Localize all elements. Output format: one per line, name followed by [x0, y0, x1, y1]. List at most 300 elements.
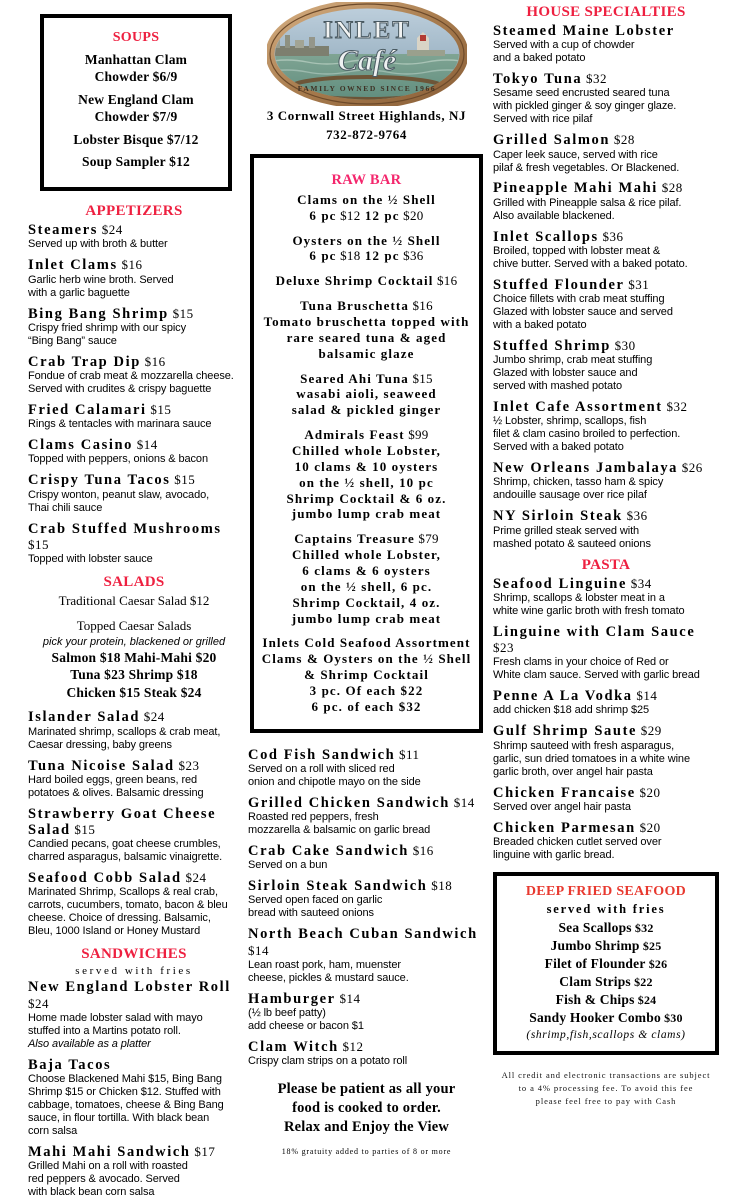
menu-item-description: Caesar dressing, baby greens: [28, 738, 172, 751]
menu-item-name: [493, 229, 719, 245]
menu-item-description: Glazed with lobster sauce and served: [493, 306, 673, 319]
raw-bar-spacer: [260, 362, 473, 371]
menu-item-title: New Orleans Jambalaya: [493, 460, 679, 477]
menu-item-description: andouille sausage over rice pilaf: [493, 489, 647, 502]
menu-item: [248, 747, 485, 789]
soups-box: [40, 14, 232, 191]
menu-item-price: $16: [117, 257, 143, 273]
raw-bar-line-text: 12 pc: [360, 207, 400, 223]
menu-item-title: Pineapple Mahi Mahi: [493, 180, 658, 197]
deep-fried-item-name: Fish & Chips: [555, 992, 635, 1008]
menu-item-description: with a baked potato: [493, 319, 587, 331]
menu-item-price: $14: [632, 688, 658, 704]
raw-bar-line-text: Seared Ahi Tuna: [300, 370, 409, 386]
menu-item: [493, 132, 719, 174]
raw-bar-line: [260, 314, 473, 330]
deep-fried-item-name: Filet of Flounder: [544, 956, 646, 972]
deep-fried-subheading: served with fries: [546, 901, 666, 916]
raw-bar-line: [260, 579, 473, 595]
raw-bar-line-text: on the ½ shell, 6 pc.: [300, 578, 433, 594]
menu-item-title: Inlet Clams: [28, 257, 118, 274]
deep-fried-item-price: $26: [645, 957, 668, 972]
raw-bar-line: [260, 371, 473, 387]
soup-line-text: Chowder $7/9: [94, 108, 178, 124]
raw-bar-line-text: 6 clams & 6 oysters: [302, 562, 431, 578]
menu-item-title: Penne A La Vodka: [493, 688, 633, 705]
menu-item: [28, 709, 240, 751]
menu-item-price: $16: [408, 843, 434, 859]
menu-item-name: [28, 521, 240, 553]
menu-item: [28, 1057, 240, 1138]
salads-list: [28, 709, 240, 938]
address-line: 3 Cornwall Street Highlands, NJ: [266, 108, 467, 123]
menu-item: [28, 222, 240, 251]
raw-bar-line-text: 10 clams & 10 oysters: [294, 458, 439, 474]
menu-item-title: North Beach Cuban Sandwich: [248, 926, 478, 943]
inlet-cafe-logo-icon: [267, 2, 467, 106]
menu-item: [28, 306, 240, 348]
menu-item-title: Seafood Cobb Salad: [28, 870, 182, 887]
raw-bar-line-price: $16: [408, 298, 433, 314]
menu-item-name: [493, 785, 719, 801]
raw-bar-line: [260, 667, 473, 683]
raw-bar-line: [260, 635, 473, 651]
soup-line-text: Manhattan Clam: [84, 52, 188, 67]
menu-item-description: White clam sauce. Served with garlic bread: [493, 669, 700, 682]
menu-item-price: $15: [70, 821, 96, 837]
menu-item-description: Sesame seed encrusted seared tuna: [493, 87, 670, 100]
raw-bar-line: [260, 233, 473, 249]
raw-bar-spacer: [260, 626, 473, 635]
menu-item-description: Fresh clams in your choice of Red or: [493, 656, 669, 669]
menu-item-description: Grilled Mahi on a roll with roasted: [28, 1159, 188, 1172]
menu-item-price: $11: [395, 746, 420, 762]
svg-text:Café: Café: [337, 44, 396, 77]
menu-item-description: chive butter. Served with a baked potato.: [493, 257, 688, 270]
menu-item-price: $36: [598, 228, 624, 244]
menu-item-description: filet & clam casino broiled to perfection.: [493, 428, 681, 441]
menu-item-description: with black bean corn salsa: [28, 1185, 155, 1198]
menu-item-price: $31: [624, 276, 650, 292]
deep-fried-item-price: $32: [631, 920, 654, 935]
menu-item-name: [28, 472, 240, 488]
menu-item-name: [493, 688, 719, 704]
soup-line-text: New England Clam: [78, 91, 194, 107]
menu-item-description: pilaf & fresh vegetables. Or Blackened.: [493, 161, 680, 174]
menu-item-description: cabbage, tomatoes, cheese & Bing Bang: [28, 1098, 224, 1111]
sandwiches-heading: SANDWICHES: [81, 946, 187, 963]
raw-bar-line: [260, 443, 473, 459]
sandwiches-left-list: [28, 979, 240, 1199]
left-column: [0, 0, 244, 1200]
menu-item-price: $12: [338, 1039, 364, 1054]
menu-item-price: $14: [335, 990, 361, 1006]
menu-item-description: charred asparagus, balsamic vinaigrette.: [28, 851, 223, 864]
menu-item-name: [248, 991, 485, 1007]
menu-item-price: $15: [28, 536, 49, 552]
menu-item-description: Breaded chicken cutlet served over: [493, 835, 662, 848]
menu-item-title: Baja Tacos: [28, 1056, 112, 1073]
soups-heading: SOUPS: [112, 30, 160, 45]
raw-bar-line: [260, 531, 473, 547]
menu-item-name: [28, 709, 240, 725]
raw-bar-line-text: salad & pickled ginger: [291, 402, 442, 418]
menu-item-title: Clam Witch: [248, 1039, 339, 1055]
svg-text:FAMILY OWNED SINCE 1966: FAMILY OWNED SINCE 1966: [297, 84, 436, 93]
menu-item: [28, 870, 240, 938]
soup-line-text: Chowder $6/9: [94, 68, 178, 84]
sandwiches-middle-list: [248, 747, 485, 1069]
soup-item: [52, 52, 220, 86]
raw-bar-line-text: Chilled whole Lobster,: [291, 547, 442, 563]
salads-heading: SALADS: [103, 573, 165, 590]
raw-bar-line: [260, 427, 473, 443]
menu-item-name: [28, 222, 240, 238]
appetizers-heading: APPETIZERS: [85, 203, 183, 220]
menu-item-description: Topped with lobster sauce: [28, 553, 153, 566]
raw-bar-line-text: Inlets Cold Seafood Assortment: [262, 635, 471, 651]
menu-item-name: [28, 806, 240, 838]
menu-item-price: $24: [139, 709, 165, 725]
menu-item-title: Stuffed Shrimp: [493, 337, 611, 354]
raw-bar-line-text: Chilled whole Lobster,: [291, 442, 442, 458]
menu-item-title: Crab Cake Sandwich: [248, 843, 409, 860]
raw-bar-line: [260, 506, 473, 522]
menu-item: [28, 257, 240, 299]
menu-item-description: Shrimp, chicken, tasso ham & spicy: [493, 476, 664, 489]
raw-bar-line: [260, 192, 473, 208]
menu-item-name: [248, 747, 485, 763]
deep-fried-item-name: Clam Strips: [559, 974, 631, 990]
menu-item-description: linguine with garlic bread.: [493, 848, 615, 861]
menu-item-price: $24: [28, 995, 49, 1011]
deep-fried-note: (shrimp,fish,scallops & clams): [526, 1029, 686, 1042]
menu-item: [28, 758, 240, 800]
menu-item: [493, 277, 719, 332]
credit-line: please feel free to pay with Cash: [535, 1095, 677, 1106]
menu-item-name: [493, 460, 719, 476]
menu-item-title: Hamburger: [248, 990, 336, 1007]
menu-item-price: $29: [637, 723, 662, 739]
raw-bar-line: [260, 563, 473, 579]
menu-item-name: [493, 338, 719, 354]
deep-fried-item-price: $22: [630, 975, 653, 990]
menu-item-description: add cheese or bacon $1: [248, 1020, 364, 1033]
menu-item-title: Tuna Nicoise Salad: [28, 757, 175, 774]
menu-item-title: New England Lobster Roll: [28, 979, 231, 996]
menu-item-name: [248, 878, 485, 894]
menu-item-description: Served open faced on garlic: [248, 894, 383, 907]
menu-item-title: Linguine with Clam Sauce: [493, 623, 696, 640]
raw-bar-line-text: rare seared tuna & aged: [286, 329, 447, 345]
raw-bar-line-text: on the ½ shell, 10 pc: [299, 474, 434, 490]
menu-item-title: Stuffed Flounder: [493, 276, 625, 293]
menu-item-description: Served with a baked potato: [493, 441, 624, 454]
menu-item-description: Broiled, topped with lobster meat &: [493, 244, 661, 257]
protein-line: Tuna $23 Shrimp $18: [70, 667, 198, 683]
menu-item: [28, 521, 240, 566]
menu-item: [493, 71, 719, 126]
house-specialties-list: [493, 23, 719, 551]
menu-item-description-italic: Also available as a platter: [28, 1037, 151, 1050]
menu-item-description: white wine garlic broth with fresh tomato: [493, 604, 685, 617]
menu-item-description: Caper leek sauce, served with rice: [493, 148, 658, 161]
deep-fried-item-name: Sandy Hooker Combo: [529, 1010, 661, 1026]
protein-line: Chicken $15 Steak $24: [66, 684, 202, 700]
menu-item: [28, 979, 240, 1050]
raw-bar-line-text: Captains Treasure: [294, 531, 415, 547]
menu-item-description: Served with crudites & crispy baguette: [28, 383, 212, 395]
raw-bar-line: [260, 547, 473, 563]
menu-item-description: Thai chili sauce: [28, 501, 103, 514]
traditional-caesar: Traditional Caesar Salad $12: [58, 592, 210, 608]
menu-item-description: with pickled ginger & soy ginger glaze.: [493, 100, 677, 113]
menu-item-description: Crispy wonton, peanut slaw, avocado,: [28, 488, 210, 501]
deep-fried-item-name: Jumbo Shrimp: [550, 937, 640, 953]
menu-item-description: Jumbo shrimp, crab meat stuffing: [493, 354, 653, 367]
deep-fried-item-price: $24: [634, 993, 657, 1008]
menu-item-title: Islander Salad: [28, 709, 140, 726]
raw-bar-line-text: & Shrimp Cocktail: [304, 667, 429, 683]
menu-item-title: Inlet Cafe Assortment: [493, 399, 663, 416]
menu-item-name: [493, 399, 719, 415]
menu-item-price: $16: [140, 353, 166, 369]
menu-item-price: $18: [427, 878, 453, 894]
raw-bar-line: [260, 402, 473, 418]
menu-item-description: served with mashed potato: [493, 380, 622, 393]
menu-item-price: $15: [170, 472, 196, 488]
raw-bar-line-price: $20: [399, 207, 424, 223]
menu-item-description: (½ lb beef patty): [248, 1007, 326, 1020]
menu-item-title: Strawberry Goat Cheese Salad: [28, 805, 217, 838]
menu-item-price: $28: [610, 132, 635, 148]
raw-bar-line-price: $16: [433, 273, 458, 289]
soup-line-text: Soup Sampler $12: [82, 154, 190, 170]
menu-item: [28, 1144, 240, 1199]
menu-item-description: Crispy fried shrimp with our spicy: [28, 321, 186, 334]
deep-fried-item: [503, 937, 709, 955]
menu-item-price: $26: [678, 460, 703, 476]
patience-line: food is cooked to order.: [292, 1100, 441, 1117]
menu-item-title: Bing Bang Shrimp: [28, 305, 169, 322]
svg-text:INLET: INLET: [322, 17, 411, 44]
raw-bar-spacer: [260, 264, 473, 273]
menu-item-name: [493, 624, 719, 656]
raw-bar-line-text: Deluxe Shrimp Cocktail: [275, 273, 434, 289]
menu-item-title: Clams Casino: [28, 437, 134, 454]
menu-item-description: Roasted red peppers, fresh: [248, 811, 379, 824]
raw-bar-line: [260, 208, 473, 224]
raw-bar-line-text: 12 pc: [360, 248, 400, 264]
menu-item-price: $20: [635, 819, 661, 835]
menu-item-title: Grilled Salmon: [493, 132, 611, 149]
menu-item: [493, 399, 719, 454]
menu-item-description: Fondue of crab meat & mozzarella cheese.: [28, 370, 234, 383]
menu-item-name: [493, 180, 719, 196]
deep-fried-heading: DEEP FRIED SEAFOOD: [525, 883, 687, 899]
menu-item-title: Steamed Maine Lobster: [493, 23, 675, 39]
menu-item-description: garlic broth, over angel hair pasta: [493, 765, 653, 778]
menu-item-price: $32: [582, 71, 607, 87]
menu-item: [28, 472, 240, 514]
raw-bar-line: [260, 651, 473, 667]
logo-block: [248, 0, 485, 144]
menu-item-name: [493, 723, 719, 739]
menu-item-name: [248, 795, 485, 811]
menu-item-price: $20: [635, 784, 661, 800]
menu-item: [493, 723, 719, 778]
menu-item-description: ½ Lobster, shrimp, scallops, fish: [493, 415, 647, 428]
menu-item: [248, 878, 485, 920]
pasta-list: [493, 576, 719, 862]
deep-fried-item-price: $25: [639, 938, 662, 953]
raw-bar-line-text: 3 pc. Of each $22: [309, 682, 424, 698]
menu-item-price: $36: [622, 508, 648, 524]
menu-item-title: Gulf Shrimp Saute: [493, 723, 638, 740]
deep-fried-list: [503, 919, 709, 1027]
menu-item-price: $24: [97, 222, 123, 238]
menu-item-description: mozzarella & balsamic on garlic bread: [248, 824, 431, 837]
raw-bar-line: [260, 298, 473, 314]
credit-line: to a 4% processing fee. To avoid this fee: [518, 1083, 694, 1094]
menu-item: [28, 806, 240, 864]
menu-item: [248, 991, 485, 1033]
menu-item: [248, 926, 485, 984]
menu-item-description: add chicken $18 add shrimp $25: [493, 704, 649, 717]
raw-bar-line: [260, 330, 473, 346]
menu-item-description: sauce, in flour tortilla. With black bean: [28, 1111, 210, 1124]
raw-bar-spacer: [260, 224, 473, 233]
menu-item-description: Lean roast pork, ham, muenster: [248, 958, 401, 971]
menu-item-name: [28, 979, 240, 1011]
menu-item-name: [493, 820, 719, 836]
deep-fried-item: [503, 955, 709, 973]
menu-item-price: $14: [248, 942, 269, 958]
menu-item-name: [493, 71, 719, 87]
raw-bar-line-text: Shrimp Cocktail & 6 oz.: [286, 490, 447, 506]
deep-fried-seafood-box: [493, 872, 719, 1055]
menu-item-description: “Bing Bang” sauce: [28, 334, 117, 347]
menu-item-price: $15: [146, 401, 172, 417]
menu-item-description: carrots, cucumbers, tomato, bacon & bleu: [28, 899, 228, 912]
menu-item: [248, 795, 485, 837]
soup-item: [52, 132, 220, 149]
menu-item-price: $23: [174, 757, 200, 773]
raw-bar-line-price: $79: [414, 531, 439, 547]
raw-bar-line-text: 6 pc: [309, 248, 337, 264]
menu-item-name: [248, 1039, 485, 1055]
menu-item-price: $34: [626, 575, 652, 591]
menu-item-description: Glazed with lobster sauce and: [493, 367, 638, 380]
patience-line: Relax and Enjoy the View: [283, 1118, 450, 1135]
raw-bar-line-text: Clams on the ½ Shell: [297, 191, 436, 207]
menu-item: [248, 843, 485, 872]
menu-item-name: [28, 257, 240, 273]
menu-item-title: Inlet Scallops: [493, 228, 599, 245]
raw-bar-line-text: Tuna Bruschetta: [300, 298, 409, 314]
raw-bar-list: [260, 192, 473, 715]
menu-item-description: Home made lobster salad with mayo: [28, 1011, 203, 1024]
raw-bar-line-text: Clams & Oysters on the ½ Shell: [261, 651, 472, 667]
menu-item: [493, 229, 719, 271]
raw-bar-line-text: Oysters on the ½ Shell: [292, 232, 441, 248]
raw-bar-line: [260, 699, 473, 715]
raw-bar-line: [260, 611, 473, 627]
menu-item-name: [493, 132, 719, 148]
menu-item-description: Crispy clam strips on a potato roll: [248, 1055, 408, 1068]
soup-item: [52, 92, 220, 126]
menu-item-price: $23: [493, 640, 514, 655]
raw-bar-line: [260, 273, 473, 289]
menu-item: [493, 576, 719, 618]
menu-item-name: [28, 1144, 240, 1160]
menu-item-name: [493, 576, 719, 592]
raw-bar-line-text: 6 pc: [309, 207, 337, 223]
menu-item: [493, 23, 719, 65]
menu-item-description: bread with sauteed onions: [248, 907, 374, 920]
menu-item: [493, 338, 719, 393]
appetizers-list: [28, 222, 240, 566]
soup-item: [52, 154, 220, 171]
raw-bar-line-price: $15: [408, 370, 433, 386]
menu-item-description: stuffed into a Martins potato roll.: [28, 1024, 181, 1037]
menu-item-description: Rings & tentacles with marinara sauce: [28, 418, 212, 431]
menu-item-description: with a garlic baguette: [28, 286, 130, 299]
raw-bar-line-text: Tomato bruschetta topped with: [263, 313, 470, 329]
menu-item-price: $24: [181, 870, 207, 886]
menu-item-title: Cod Fish Sandwich: [248, 746, 396, 763]
menu-item-price: $14: [449, 794, 475, 810]
menu-item-description: Served on a roll with sliced red: [248, 762, 395, 775]
menu-item-name: [28, 870, 240, 886]
raw-bar-line-price: $36: [399, 248, 424, 264]
menu-item-name: [28, 758, 240, 774]
credit-line: All credit and electronic transactions are subject: [501, 1070, 711, 1081]
menu-item-description: Also available blackened.: [493, 209, 615, 222]
sandwiches-subheading: served with fries: [75, 965, 193, 978]
menu-item-description: Hard boiled eggs, green beans, red: [28, 773, 198, 786]
menu-item-description: Served up with broth & butter: [28, 238, 168, 251]
menu-item-description: Shrimp, scallops & lobster meat in a: [493, 591, 665, 604]
menu-item-title: NY Sirloin Steak: [493, 508, 623, 525]
raw-bar-line: [260, 475, 473, 491]
menu-item: [493, 820, 719, 862]
menu-item-name: [248, 926, 485, 958]
menu-item-title: Sirloin Steak Sandwich: [248, 878, 428, 895]
menu-item-price: $17: [190, 1143, 216, 1159]
deep-fried-item: [503, 919, 709, 937]
menu-item-title: Grilled Chicken Sandwich: [248, 794, 450, 811]
raw-bar-line: [260, 595, 473, 611]
raw-bar-line: [260, 386, 473, 402]
menu-item-title: Fried Calamari: [28, 401, 147, 418]
menu-item-description: Garlic herb wine broth. Served: [28, 273, 174, 286]
menu-item-name: [248, 843, 485, 859]
raw-bar-heading: RAW BAR: [331, 171, 402, 188]
protein-line: Salmon $18 Mahi-Mahi $20: [51, 649, 217, 665]
menu-item-price: $32: [662, 399, 688, 415]
menu-item-description: Topped with peppers, onions & bacon: [28, 453, 208, 466]
house-specialties-heading: HOUSE SPECIALTIES: [526, 4, 686, 20]
right-column: [489, 0, 729, 1200]
menu-item-price: $30: [610, 337, 636, 353]
menu-item-name: [493, 277, 719, 293]
menu-item-description: Shrimp sauteed with fresh asparagus,: [493, 739, 675, 752]
raw-bar-line: [260, 248, 473, 264]
menu-item-name: [28, 402, 240, 418]
menu-item-name: [28, 437, 240, 453]
phone-line[interactable]: 732-872-9764: [326, 126, 407, 142]
